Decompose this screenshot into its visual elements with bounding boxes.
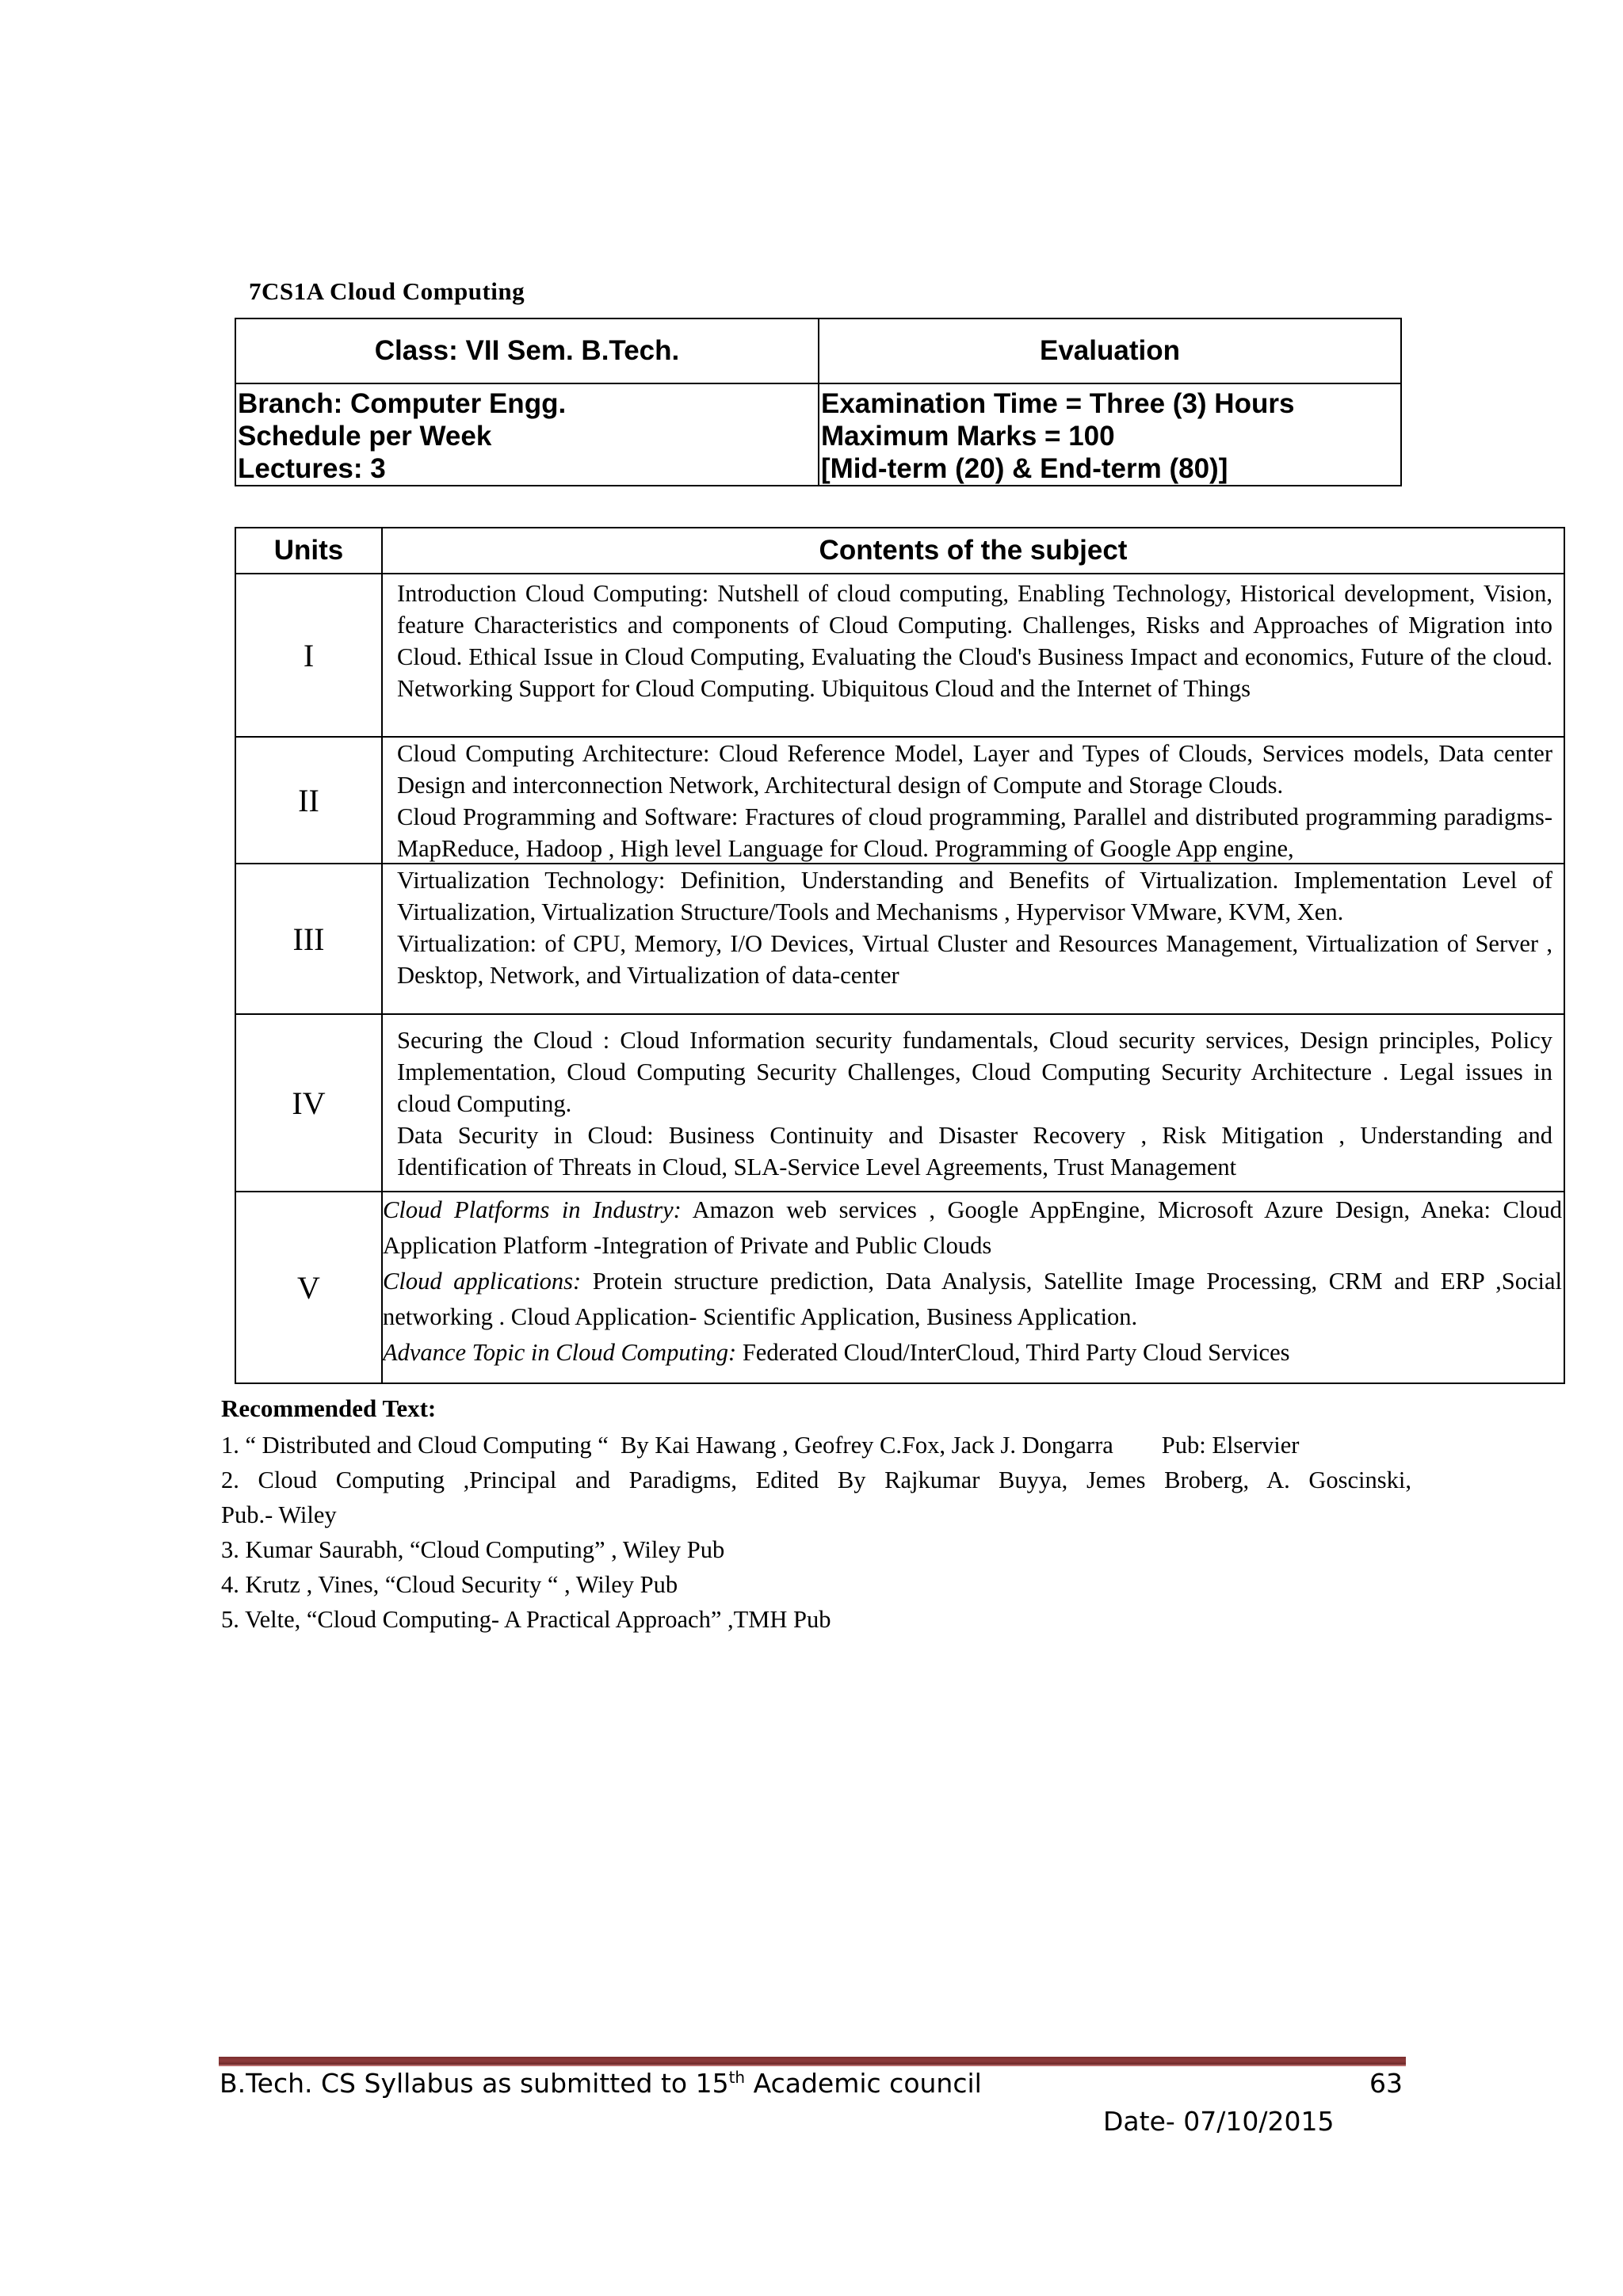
branch-line: Branch: Computer Engg.	[238, 388, 567, 419]
page-number: 63	[1369, 2068, 1403, 2099]
unit-number: I	[235, 574, 382, 737]
unit-item	[383, 1264, 1562, 1335]
mark-split-line: [Mid-term (20) & End-term (80)]	[821, 453, 1228, 484]
table-row	[235, 1014, 1564, 1192]
footer-syllabus-note	[220, 2068, 982, 2099]
list-item: 1. “ Distributed and Cloud Computing “ By Kai Hawang , Geofrey C.Fox, Jack J. Dongarra Pub: Elservier	[221, 1432, 1300, 1459]
max-marks-line: Maximum Marks = 100	[821, 421, 1115, 452]
class-header: Class: VII Sem. B.Tech.	[235, 318, 819, 383]
class-evaluation-table	[235, 318, 1402, 486]
footer-suffix: Academic council	[745, 2068, 982, 2099]
list-item: 3. Kumar Saurabh, “Cloud Computing” , Wiley Pub	[221, 1536, 725, 1563]
footer-sup: th	[728, 2068, 746, 2087]
course-title: 7CS1A Cloud Computing	[249, 277, 525, 305]
item-text: Amazon web services , Google AppEngine, Microsoft Azure Design, Aneka: Cloud Application Platform -Integration of Private and Public Clouds	[383, 1196, 1563, 1259]
table-row	[235, 737, 1564, 864]
unit-contents	[382, 1014, 1564, 1192]
schedule-line: Schedule per Week	[238, 421, 492, 452]
unit-paragraph: Virtualization Technology: Definition, Understanding and Benefits of Virtualization. Implementation Level of Virtualization, Virtualization Structure/Tools and Mechanisms , Hypervisor VMware, KVM, Xen.	[397, 867, 1552, 925]
footer-prefix: B.Tech. CS Syllabus as submitted to 15	[220, 2068, 729, 2099]
footer-divider	[219, 2057, 1406, 2065]
recommended-text-heading: Recommended Text:	[221, 1394, 437, 1422]
unit-number: II	[235, 737, 382, 864]
unit-number: IV	[235, 1014, 382, 1192]
list-item: 5. Velte, “Cloud Computing- A Practical Approach” ,TMH Pub	[221, 1606, 831, 1633]
item-text: Federated Cloud/InterCloud, Third Party Cloud Services	[736, 1339, 1290, 1366]
item-label: Cloud Platforms in Industry:	[383, 1196, 682, 1223]
table-row	[235, 864, 1564, 1014]
unit-contents	[382, 737, 1564, 864]
recommended-text-list	[221, 1428, 1410, 1637]
unit-paragraph: Data Security in Cloud: Business Continuity and Disaster Recovery , Risk Mitigation , Understanding and Identification of Threats in Cloud, SLA-Service Level Agreements, Trust Management	[397, 1122, 1552, 1180]
contents-column-header: Contents of the subject	[382, 528, 1564, 574]
exam-time-line: Examination Time = Three (3) Hours	[821, 388, 1295, 419]
unit-item	[383, 1335, 1562, 1371]
unit-paragraph: Cloud Computing Architecture: Cloud Reference Model, Layer and Types of Clouds, Services models, Data center Design and interconnection Network, Architectural design of Compute and Storage Clouds.	[397, 740, 1552, 799]
units-table	[235, 527, 1565, 1384]
unit-number: V	[235, 1192, 382, 1383]
table-row	[235, 1192, 1564, 1383]
item-label: Advance Topic in Cloud Computing:	[383, 1339, 737, 1366]
lectures-line: Lectures: 3	[238, 453, 386, 484]
list-item: Pub.- Wiley	[221, 1501, 337, 1528]
unit-contents	[382, 1192, 1564, 1383]
footer-date: Date- 07/10/2015	[1103, 2106, 1335, 2137]
unit-contents	[382, 574, 1564, 737]
list-item: 2. Cloud Computing ,Principal and Paradigms, Edited By Rajkumar Buyya, Jemes Broberg, A. Goscinski,	[221, 1466, 1411, 1493]
unit-paragraph: Securing the Cloud : Cloud Information security fundamentals, Cloud security services, Design principles, Policy Implementation, Cloud Computing Security Challenges, Cloud Computing Security Architecture . Legal issues in cloud Computing.	[397, 1027, 1552, 1117]
table-row	[235, 574, 1564, 737]
units-column-header: Units	[235, 528, 382, 574]
item-text: Protein structure prediction, Data Analysis, Satellite Image Processing, CRM and ERP ,Social networking . Cloud Application- Scientific Application, Business Application.	[383, 1268, 1563, 1330]
class-details	[235, 383, 819, 486]
item-label: Cloud applications:	[383, 1268, 582, 1295]
evaluation-details	[819, 383, 1401, 486]
list-item: 4. Krutz , Vines, “Cloud Security “ , Wiley Pub	[221, 1571, 678, 1598]
unit-contents	[382, 864, 1564, 1014]
evaluation-header: Evaluation	[819, 318, 1401, 383]
unit-item	[383, 1192, 1562, 1264]
unit-paragraph: Introduction Cloud Computing: Nutshell of cloud computing, Enabling Technology, Historical development, Vision, feature Characteristics and components of Cloud Computing. Challenges, Risks and Approaches of Migration into Cloud. Ethical Issue in Cloud Computing, Evaluating the Cloud's Business Impact and economics, Future of the cloud. Networking Support for Cloud Computing. Ubiquitous Cloud and the Internet of Things	[397, 580, 1552, 702]
unit-paragraph: Cloud Programming and Software: Fractures of cloud programming, Parallel and distributed programming paradigms-MapReduce, Hadoop , High level Language for Cloud. Programming of Google App engine,	[397, 803, 1552, 862]
unit-paragraph: Virtualization: of CPU, Memory, I/O Devices, Virtual Cluster and Resources Management, Virtualization of Server , Desktop, Network, and Virtualization of data-center	[397, 930, 1552, 989]
unit-number: III	[235, 864, 382, 1014]
